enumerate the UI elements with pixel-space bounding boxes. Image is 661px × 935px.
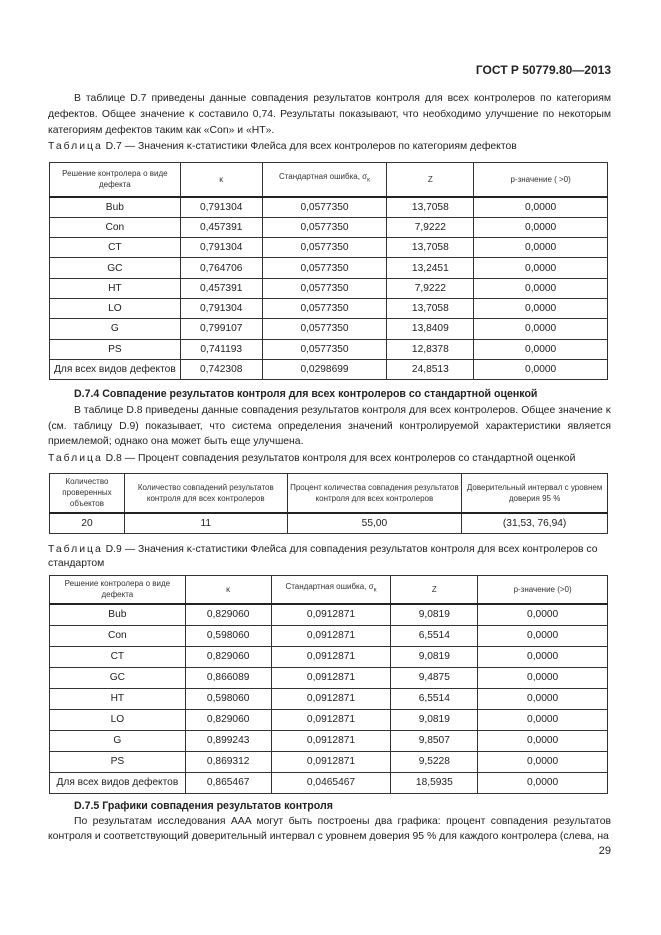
table-cell: 0,0577350: [262, 258, 387, 278]
table-cell: LO: [50, 709, 186, 730]
table-cell: 0,0577350: [262, 217, 387, 237]
col-header: Доверительный интервал с уровнем доверия 95 %: [462, 474, 608, 513]
table-caption: [48, 140, 611, 154]
subscript: κ: [367, 178, 371, 185]
table-cell: 0,0000: [474, 319, 608, 339]
table-cell: 0,0577350: [262, 278, 387, 298]
table-cell: 0,0000: [478, 667, 608, 688]
table-cell: 0,0577350: [262, 238, 387, 258]
table-cell: 0,0912871: [271, 751, 391, 772]
table-row: [50, 513, 608, 534]
caption-text: D.7 — Значения κ-статистики Флейса для всех контролеров по категориям дефектов: [105, 141, 517, 152]
table-cell: CT: [50, 238, 181, 258]
table-cell: (31,53, 76,94): [462, 513, 608, 534]
table-cell: GC: [50, 667, 186, 688]
table-cell: 9,0819: [391, 709, 478, 730]
table-cell: 0,0912871: [271, 688, 391, 709]
table-cell: 6,5514: [391, 625, 478, 646]
table-cell: 0,764706: [180, 258, 262, 278]
table-cell: Bub: [50, 197, 181, 218]
subscript: κ: [373, 588, 377, 595]
table-row: [50, 359, 608, 379]
caption-text: D.9 — Значения κ-статистики Флейса для совпадения результатов контроля для всех контролеров со стандартом: [48, 544, 598, 569]
table-cell: 0,791304: [180, 238, 262, 258]
table-cell: 0,741193: [180, 339, 262, 359]
table-caption: [48, 452, 611, 466]
table-d7: [49, 162, 608, 380]
table-cell: 0,0000: [474, 339, 608, 359]
table-cell: 0,0000: [474, 359, 608, 379]
table-cell: 12,8378: [387, 339, 474, 359]
table-row: [50, 238, 608, 258]
table-cell: 13,7058: [387, 238, 474, 258]
table-cell: 0,0912871: [271, 730, 391, 751]
table-cell: 0,791304: [180, 197, 262, 218]
table-cell: 0,0000: [478, 772, 608, 793]
col-header: κ: [180, 163, 262, 197]
table-cell: 0,0912871: [271, 646, 391, 667]
table-cell: 0,0912871: [271, 604, 391, 626]
col-header: Количество проверенных объектов: [50, 474, 125, 513]
table-cell: 9,8507: [391, 730, 478, 751]
table-cell: 0,869312: [185, 751, 271, 772]
col-header: Количество совпадений результатов контроля для всех контролеров: [124, 474, 287, 513]
paragraph: [48, 814, 611, 844]
table-cell: 18,5935: [391, 772, 478, 793]
col-header: Z: [391, 576, 478, 604]
paragraph-text: В таблице D.7 приведены данные совпадения результатов контроля для всех контролеров по категориям дефектов. Общее значение κ составило 0,74. Результаты показывают, что необходимо улучшение по некоторым категориям дефектов таким как «Con» и «HT».: [48, 93, 611, 136]
col-header: [271, 576, 391, 604]
table-cell: HT: [50, 688, 186, 709]
table-cell: 0,0000: [474, 217, 608, 237]
table-cell: 13,7058: [387, 197, 474, 218]
table-cell: 0,0577350: [262, 197, 387, 218]
table-cell: 0,598060: [185, 625, 271, 646]
table-cell: Bub: [50, 604, 186, 626]
table-cell: 0,0000: [478, 646, 608, 667]
table-cell: 0,829060: [185, 709, 271, 730]
table-d8: [49, 473, 608, 534]
table-cell: 9,4875: [391, 667, 478, 688]
table-cell: Для всех видов дефектов: [50, 772, 186, 793]
table-row: [50, 278, 608, 298]
table-cell: 0,0000: [478, 751, 608, 772]
table-cell: 13,7058: [387, 298, 474, 318]
table-cell: 0,598060: [185, 688, 271, 709]
col-header: p-значение ( >0): [474, 163, 608, 197]
table-cell: G: [50, 730, 186, 751]
table-cell: 0,0298699: [262, 359, 387, 379]
table-cell: 0,0000: [474, 278, 608, 298]
table-cell: 0,0000: [474, 258, 608, 278]
table-row: [50, 730, 608, 751]
table-cell: 0,0000: [478, 688, 608, 709]
table-cell: 9,0819: [391, 604, 478, 626]
paragraph: [48, 403, 611, 450]
table-cell: 0,866089: [185, 667, 271, 688]
caption-text: D.8 — Процент совпадения результатов контроля для всех контролеров со стандартной оценкой: [105, 453, 576, 464]
col-header-text: Стандартная ошибка, σ: [285, 582, 374, 592]
table-cell: 24,8513: [387, 359, 474, 379]
table-row: [50, 319, 608, 339]
table-row: [50, 688, 608, 709]
table-cell: 13,8409: [387, 319, 474, 339]
table-cell: 0,899243: [185, 730, 271, 751]
table-cell: 0,0000: [478, 730, 608, 751]
table-cell: LO: [50, 298, 181, 318]
table-cell: Con: [50, 625, 186, 646]
table-row: [50, 709, 608, 730]
table-cell: 55,00: [287, 513, 462, 534]
table-cell: 9,0819: [391, 646, 478, 667]
table-row: [50, 625, 608, 646]
col-header: Процент количества совпадения результатов контроля для всех контролеров: [287, 474, 462, 513]
table-cell: Для всех видов дефектов: [50, 359, 181, 379]
page-number: 29: [598, 845, 611, 857]
table-cell: 11: [124, 513, 287, 534]
table-cell: HT: [50, 278, 181, 298]
table-cell: 0,829060: [185, 604, 271, 626]
table-row: [50, 646, 608, 667]
paragraph: [48, 91, 611, 139]
col-header-text: Стандартная ошибка, σ: [278, 172, 368, 182]
table-cell: 0,799107: [180, 319, 262, 339]
table-row: [50, 604, 608, 626]
table-cell: 0,829060: [185, 646, 271, 667]
table-cell: 0,0000: [474, 238, 608, 258]
table-cell: 0,0000: [478, 709, 608, 730]
table-row: [50, 772, 608, 793]
table-cell: 0,457391: [180, 217, 262, 237]
table-caption: [48, 543, 611, 571]
table-cell: PS: [50, 339, 181, 359]
table-cell: 0,457391: [180, 278, 262, 298]
table-cell: 20: [50, 513, 125, 534]
caption-prefix: Таблица: [48, 453, 103, 464]
caption-prefix: Таблица: [48, 141, 103, 152]
table-cell: GC: [50, 258, 181, 278]
table-cell: 0,0912871: [271, 709, 391, 730]
table-cell: 9,5228: [391, 751, 478, 772]
table-row: [50, 258, 608, 278]
col-header: Z: [387, 163, 474, 197]
table-cell: 0,0912871: [271, 667, 391, 688]
col-header: Решение контролера о виде дефекта: [50, 163, 181, 197]
table-cell: 0,0465467: [271, 772, 391, 793]
col-header: κ: [185, 576, 271, 604]
table-cell: 0,0912871: [271, 625, 391, 646]
table-cell: PS: [50, 751, 186, 772]
section-heading: D.7.5 Графики совпадения результатов контроля: [74, 800, 333, 812]
caption-prefix: Таблица: [48, 544, 103, 555]
table-row: [50, 217, 608, 237]
document-header: ГОСТ Р 50779.80—2013: [475, 63, 611, 77]
table-cell: 0,0000: [474, 197, 608, 218]
table-cell: 6,5514: [391, 688, 478, 709]
col-header: p-значение (>0): [478, 576, 608, 604]
table-cell: 0,0000: [478, 604, 608, 626]
table-d9: [49, 575, 608, 794]
table-row: [50, 298, 608, 318]
table-cell: 0,0000: [474, 298, 608, 318]
table-cell: 0,0577350: [262, 319, 387, 339]
section-heading: D.7.4 Совпадение результатов контроля для всех контролеров со стандартной оценкой: [74, 388, 538, 400]
table-row: [50, 197, 608, 218]
col-header: Решение контролера о виде дефекта: [50, 576, 186, 604]
table-cell: 0,0577350: [262, 339, 387, 359]
table-row: [50, 751, 608, 772]
paragraph-text: В таблице D.8 приведены данные совпадения результатов контроля для всех контролеров. Общее значение κ (см. таблицу D.9) показывает, что система определения значений контролируемой характеристики является приемлемой; однако она может быть еще улучшена.: [48, 405, 611, 447]
table-cell: 0,742308: [180, 359, 262, 379]
table-row: [50, 667, 608, 688]
table-cell: 0,0577350: [262, 298, 387, 318]
paragraph-text: По результатам исследования AAA могут быть построены два графика: процент совпадения результатов контроля и соответствующий доверительный интервал с уровнем доверия 95 % для каждого контролера (слева, на: [48, 816, 611, 842]
table-cell: 7,9222: [387, 217, 474, 237]
table-cell: 0,791304: [180, 298, 262, 318]
table-cell: CT: [50, 646, 186, 667]
table-cell: Con: [50, 217, 181, 237]
table-cell: 13,2451: [387, 258, 474, 278]
table-cell: 7,9222: [387, 278, 474, 298]
table-cell: 0,865467: [185, 772, 271, 793]
table-cell: 0,0000: [478, 625, 608, 646]
table-cell: G: [50, 319, 181, 339]
table-row: [50, 339, 608, 359]
col-header: [262, 163, 387, 197]
